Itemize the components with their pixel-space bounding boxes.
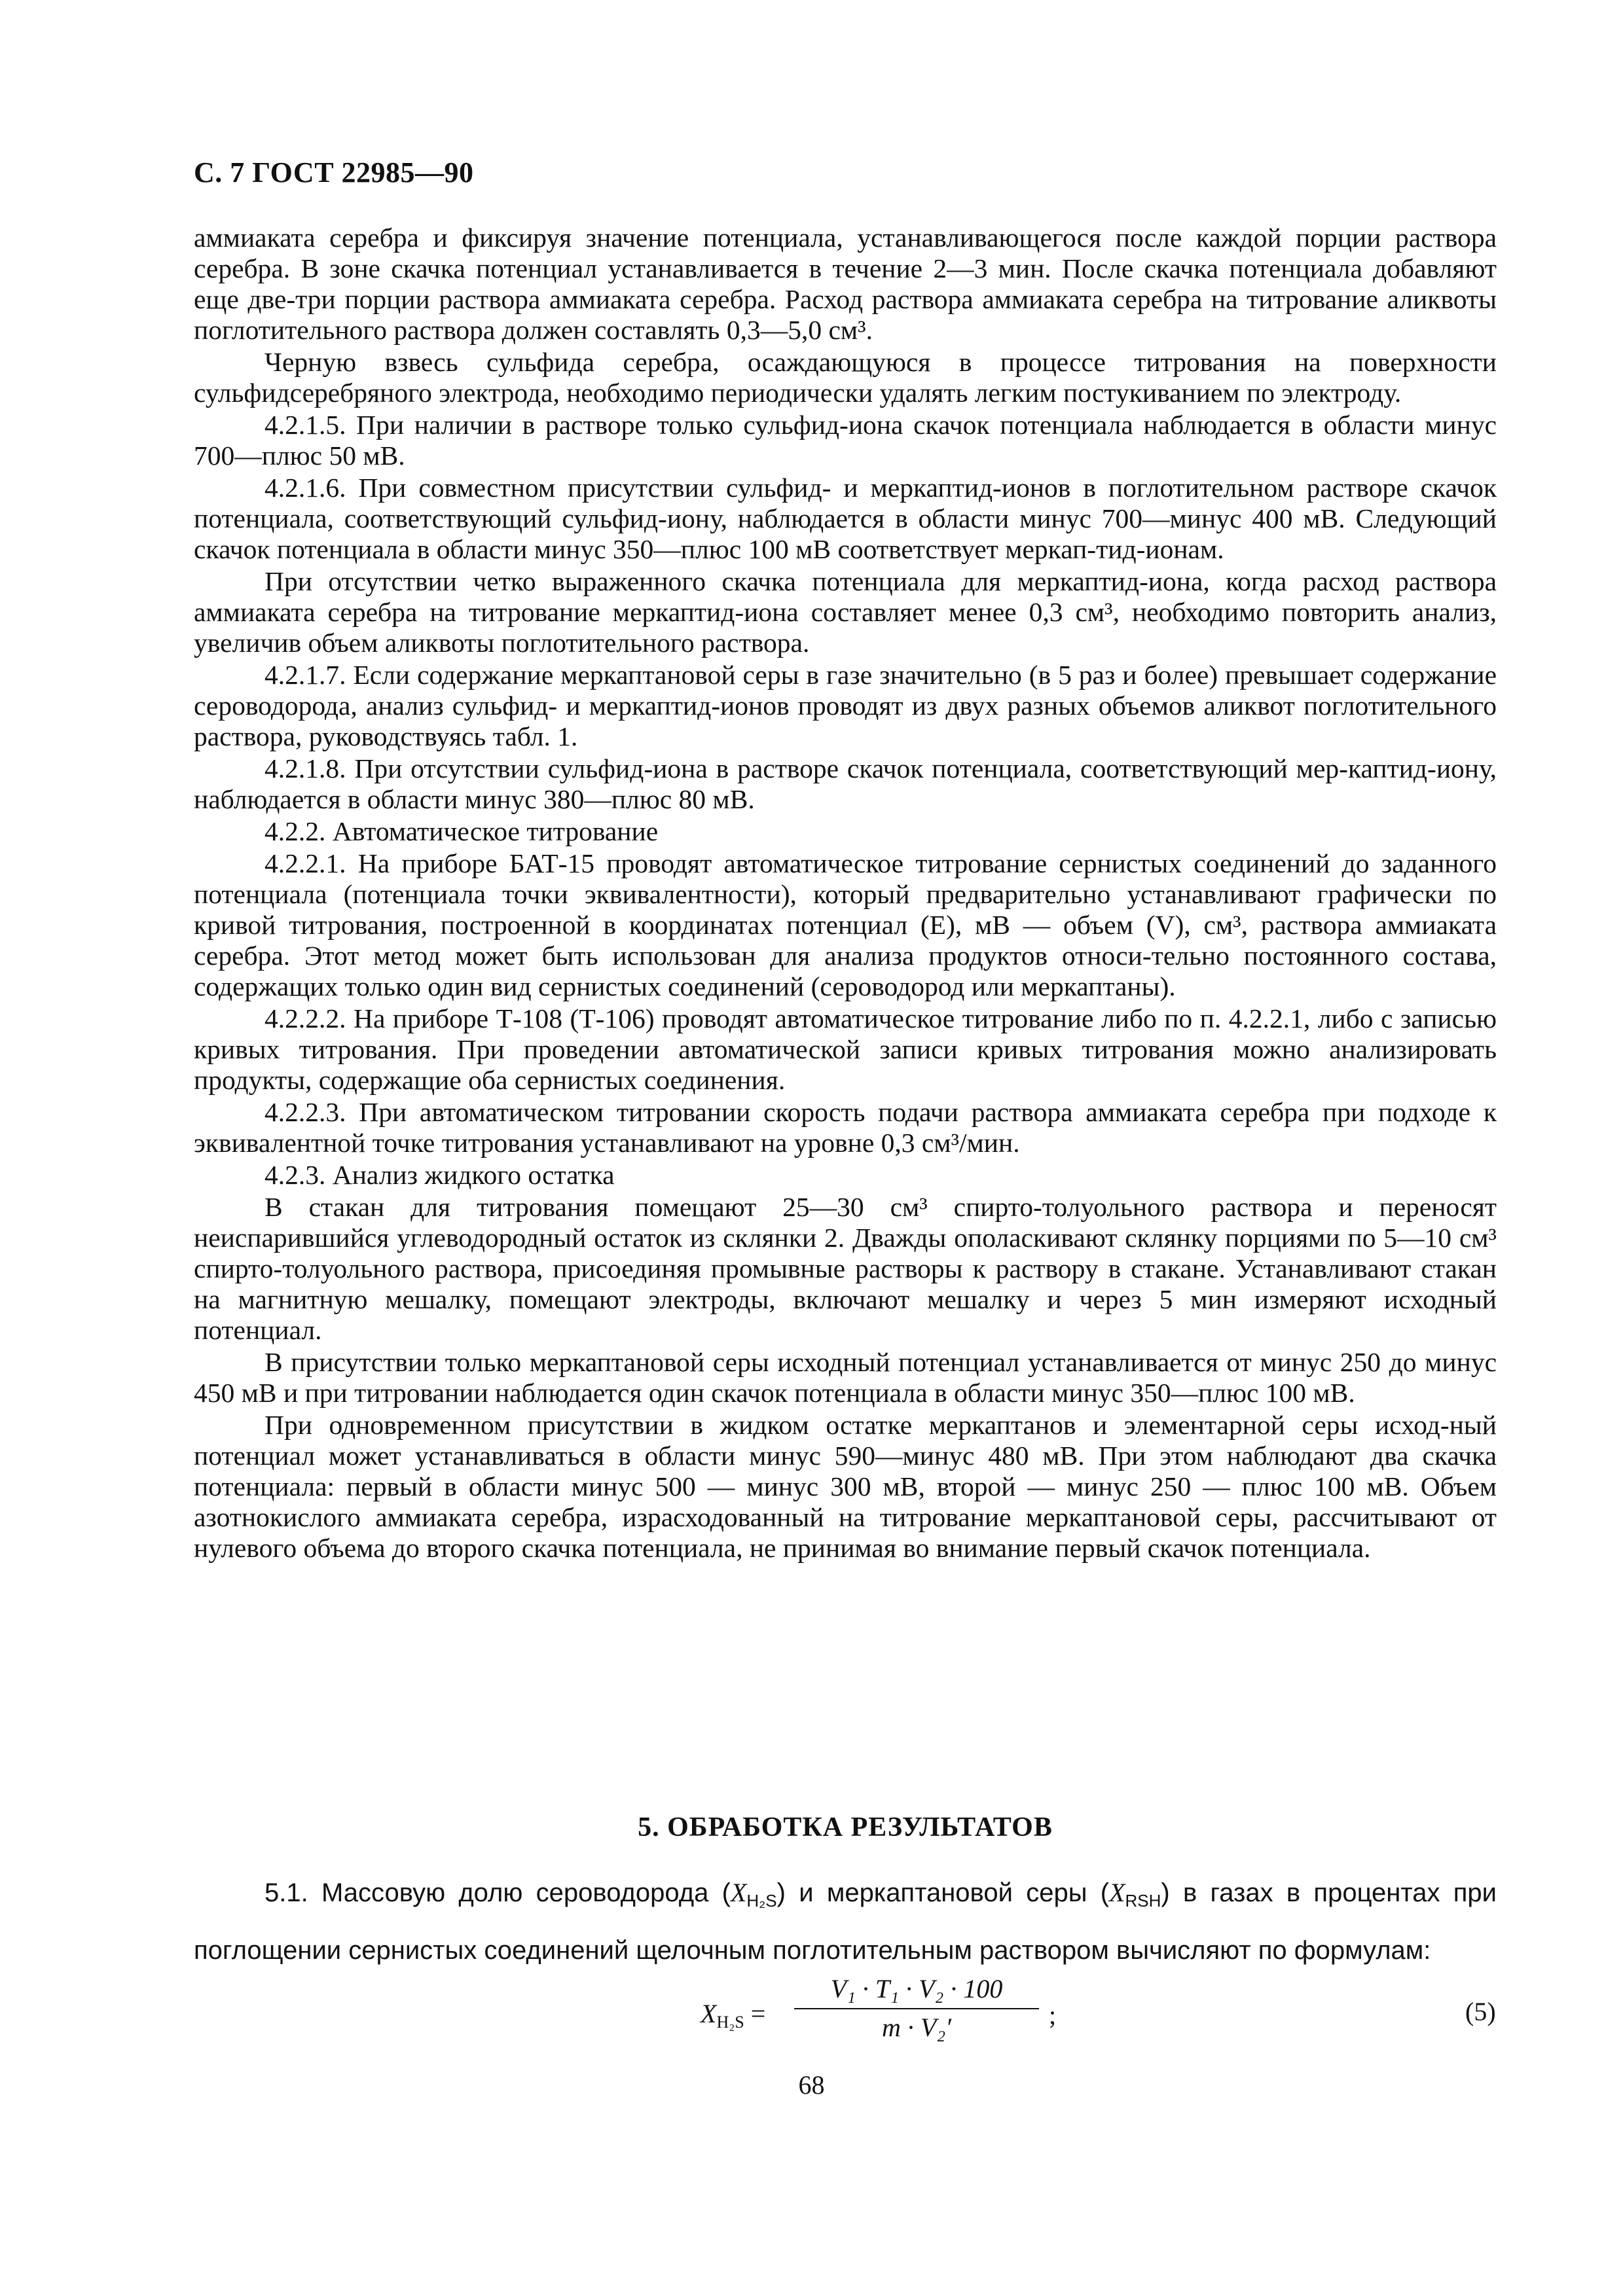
paragraph-text: При одновременном присутствии в жидком остатке меркаптанов и элементарной серы исход-ный потенциал может устанавливаться в области минус 590—минус 480 мВ. При этом наблюдают два скачка потенциала: первый в области минус 500 — минус 300 мВ, второй — минус 250 — плюс 100 мВ. Объем азотнокислого аммиаката серебра, израсходованный на титрование меркаптановой серы, рассчитывают от нулевого объема до второго скачка потенциала, не принимая во внимание первый скачок потенциала. (194, 1410, 1497, 1563)
section-title: 5. ОБРАБОТКА РЕЗУЛЬТАТОВ (638, 1812, 1053, 1842)
paragraph-liquid-residue (194, 1192, 1497, 1346)
paragraph-5-1 (194, 1864, 1497, 1979)
formula-equals: = (744, 1999, 766, 2028)
formula-numerator: V₁ · T₁ · V₂ · 100 (830, 1974, 1003, 2003)
paragraph-text: 4.2.2. Автоматическое титрование (264, 816, 659, 846)
paragraph-text: В присутствии только меркаптановой серы исходный потенциал устанавливается от минус 250 до минус 450 мВ и при титровании наблюдается один скачок потенциала в области минус 350—плюс 100 мВ. (194, 1347, 1497, 1408)
paragraph-text: ) в газах в процентах при поглощении сернистых соединений щелочным поглотительным раствором вычисляют по формулам: (194, 1878, 1497, 1965)
subscript-h2s: H₂S (746, 1891, 777, 1910)
paragraph-continuation (194, 223, 1497, 346)
paragraph-text: 4.2.1.6. При совместном присутствии сульфид- и меркаптид-ионов в поглотительном растворе скачок потенциала, соответствующий сульфид-иону, наблюдается в области минус 700—минус 400 мВ. Следующий скачок потенциала в области минус 350—плюс 100 мВ соответствует меркап-тид-ионам. (194, 473, 1497, 564)
formula-sub-h2s: H₂S (716, 2013, 744, 2032)
page-header: С. 7 ГОСТ 22985—90 (194, 156, 474, 188)
formula-lhs (701, 1998, 766, 2032)
heading-4-2-2 (194, 816, 1497, 847)
symbol-x-rsh (1109, 1878, 1161, 1910)
paragraph-text: 4.2.2.2. На приборе Т-108 (Т-106) проводят автоматическое титрование либо по п. 4.2.2.1, либо с записью кривых титрования. При проведении автоматической записи кривых титрования можно анализировать продукты, содержащие оба сернистых соединения. (194, 1003, 1497, 1095)
symbol-x: X (730, 1878, 747, 1907)
paragraph-text: 5.1. Массовую долю сероводорода ( (264, 1878, 731, 1907)
paragraph-text: аммиаката серебра и фиксируя значение потенциала, устанавливающегося после каждой порции раствора серебра. В зоне скачка потенциал устанавливается в течение 2—3 мин. После скачка потенциала добавляют еще две-три порции раствора аммиаката серебра. Расход раствора аммиаката серебра на титрование аликвоты поглотительного раствора должен составлять 0,3—5,0 см³. (194, 223, 1497, 345)
paragraph-text: 4.2.2.3. При автоматическом титровании скорость подачи раствора аммиаката серебра при подходе к эквивалентной точке титрования устанавливают на уровне 0,3 см³/мин. (194, 1097, 1497, 1158)
paragraph-4-2-2-3 (194, 1097, 1497, 1158)
paragraph-text: В стакан для титрования помещают 25—30 см³ спирто-толуольного раствора и переносят неиспарившийся углеводородный остаток из склянки 2. Дважды ополаскивают склянку порциями по 5—10 см³ спирто-толуольного раствора, присоединяя промывные растворы к раствору в стакане. Устанавливают стакан на магнитную мешалку, помещают электроды, включают мешалку и через 5 мин измеряют исходный потенциал. (194, 1192, 1497, 1345)
equation-number: (5) (1465, 1997, 1496, 2026)
paragraph-text: 4.2.2.1. На приборе БАТ-15 проводят автоматическое титрование сернистых соединений до заданного потенциала (потенциала точки эквивалентности), который предварительно устанавливают графически по кривой титрования, построенной в координатах потенциал (E), мВ — объем (V), см³, раствора аммиаката серебра. Этот метод может быть использован для анализа продуктов относи-тельно постоянного состава, содержащих только один вид сернистых соединений (сероводород или меркаптаны). (194, 848, 1497, 1001)
paragraph-4-2-1-7 (194, 660, 1497, 752)
subscript-rsh: RSH (1125, 1891, 1161, 1910)
page-number: 68 (798, 2070, 825, 2100)
formula-fraction (789, 1973, 1044, 2043)
paragraph-text: 4.2.3. Анализ жидкого остатка (264, 1160, 615, 1190)
paragraph-4-2-1-8 (194, 753, 1497, 815)
paragraph-text: ) и меркаптановой серы ( (776, 1878, 1110, 1907)
paragraph-text: При отсутствии четко выраженного скачка потенциала для меркаптид-иона, когда расход раствора аммиаката серебра на титрование меркаптид-иона составляет менее 0,3 см³, необходимо повторить анализ, увеличив объем аликвоты поглотительного раствора. (194, 566, 1497, 658)
paragraph-4-2-1-6 (194, 473, 1497, 565)
paragraph-simultaneous (194, 1410, 1497, 1564)
body-text (194, 223, 1497, 1565)
paragraph-silver-sulfide (194, 347, 1497, 408)
paragraph-text: 4.2.1.5. При наличии в растворе только сульфид-иона скачок потенциала наблюдается в области минус 700—плюс 50 мВ. (194, 410, 1497, 471)
symbol-x: X (1109, 1878, 1125, 1907)
paragraph-4-2-2-1 (194, 848, 1497, 1002)
paragraph-text: 4.2.1.7. Если содержание меркаптановой серы в газе значительно (в 5 раз и более) превышает содержание сероводорода, анализ сульфид- и меркаптид-ионов проводят из двух разных объемов аликвот поглотительного раствора, руководствуясь табл. 1. (194, 660, 1497, 751)
paragraph-4-2-1-5 (194, 410, 1497, 471)
formula-5 (701, 1973, 1057, 2058)
formula-var-x: X (701, 1999, 717, 2028)
paragraph-mercaptide-absence (194, 566, 1497, 658)
paragraph-mercaptan-only (194, 1347, 1497, 1408)
paragraph-text: Черную взвесь сульфида серебра, осаждающуюся в процессе титрования на поверхности сульфидсеребряного электрода, необходимо периодически удалять легким постукиванием по электроду. (194, 347, 1497, 408)
paragraph-4-2-2-2 (194, 1003, 1497, 1096)
formula-semicolon: ; (1049, 2000, 1057, 2030)
formula-denominator: m · V₂′ (882, 2013, 951, 2042)
heading-4-2-3 (194, 1160, 1497, 1191)
symbol-x-h2s (730, 1878, 777, 1910)
paragraph-text: 4.2.1.8. При отсутствии сульфид-иона в растворе скачок потенциала, соответствующий мер-каптид-иону, наблюдается в области минус 380—плюс 80 мВ. (194, 753, 1497, 814)
